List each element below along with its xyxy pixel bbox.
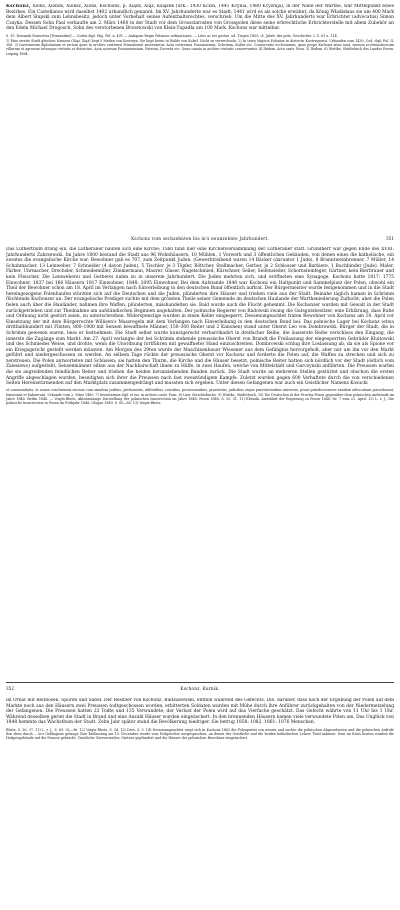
middle-section [6,247,394,677]
bottom-footnotes: Rhetz, S. 36, 37. 11) L. v. J., S. 89, 92—96. 12) Voigts-Rhetz, S. 34. 13) Ders. S. 3. 14) Dessenungeachtet zeigt sich in Kschonz 1862 die Polenpartei von neuem und suchte die polnischen Abgeordneten und die polnischen Aufrufe den eben durch ... in's Gefängniss gelangt. Ihre Entlassung am 15. December wurde vom Hofgerichte ausgesprochen, an denen der Geistliche und die beiden katholischen Lehrer Theil nahmen. Dem im Kreis Kosten wurden die Hofgutsgebäude auf die Strasse gebracht, Geistliche Gutsverwalter, Gärtner geplündert und die Häuser der polnischen Bewohner eingeäschert. [6,727,394,740]
page-number-352: 352 [6,686,14,691]
middle-body-text: Das Lutherthum drang ein, die Lutheraner bauten sich eine Kirche; 1560 fand hier eine Kirchenversammlung der Lutheraner statt. Grundherr war gegen Ende des XVIII. Jahrhunderts Zakrzewski. Im Jahre 1800 bestand die Stadt aus 96 Wohnhäusern, 10 Mühlen, 1 Vorwerk und 3 öffentlichen Gebäuden, von denen eines die katholische, ein zweites die evangelische Kirche war. Bewohner gab es 707, zum Zeitpunkt Juden. (Gewerbtreibend waren 14 Bäcker (darunter 1 Jude), 8 Branntweinbrenner, 7 Müller, 14 Schuhmacher, 13 Leinweber, 7 Schneider (4 davon Juden), 5 Tischler, je 3 Töpfer, Böttcher, Stellmacher, Gerber, je 2 Schlosser und Barbiere, 1 Buchbinder (Jude), Maler, Färber, Uhrmacher, Drechsler, Schneidemüller, Zimmermann, Maurer, Glaser, Nagelschmied, Kürschner, Seiler, Seifensieder, Schornsteinfeger, Gärtner, kein Bierbrauer und kein Fleischer. Die Leinweberei und Gerberei nahm zu in unserem Jahrhundert. Die Juden mehrten sich, und eröffneten eine Synagoge. Kschonz hatte 1817: 1775 Einwohner. 1837 bei 166 Häusern 1917 Einwohner. 1848: 2095 Einwohner. Bei dem Aufstande 1848 war Kschonz ein Haltpunkt und Sammelplatz der Polen, obwohl ein Theil der Bewohner schon am 18. April im Verlangen nach Einverleibung in den deutschen Bund öffentlich auftrat. Der Bürgermeister wurde festgenommen und in die Stadt hereingezogene Polenhaufen stürzten sich auf die Deutschen und die Juden, plünderten ihre Häuser und trieben viele aus der Stadt. Beinahe täglich kamen in Schrimm flüchtende Kschonzer an. Der evangelische Prediger suchte mit dem grössten Theile seiner Gemeinde im deutschen Haulande der Wartheniederung Zuflucht; aber die Polen fielen auch über die Hauländer, nahmen ihre Waffen, plünderten, misshandelten sie. Bald wurde auch die Flucht gehemmt. Die Kschonzer wurden mit Gewalt in der Stadt zurückgetrieben und zur Theilnahme am aufständischen Beginnen angehalten. Der polnische Regierer von Radowski zwang die Gutsgutsbesitzer, eine Erklärung, dass Ruhe und Ordnung nicht gestört seien, zu unterschreiben. Widerspenstige wurden in einen Keller eingesperrt. Dessenungeachtet traten Bewohner von Kschonz am 18. April vor Einsetzung der mit dem Bürgerrechte Willisen's Massregeln mit dem Verlangen nach Einverleibung in den deutschen Bund bei. Das polnische Lager bei Kschonz (etwa dritthalbhundert mit Flinten, 800–1000 mit Sensen bewaffnete Männer, 150–300 Reiter und 2 Kanonen) stand unter Oberst Leo von Dombrowski. Bürger der Stadt, die in Schrimm gewesen waren, liess er festnehmen. Die Stadt selbst wurde kunstgerecht verbarrikadirt in dreifacher Reihe, die äusserste Reihe verschloss den Eingang, die innerste die Zugänge zum Markt. Am 27. April verlangte der bei Schrimm stehende preussische Oberst von Brandt die Freilassung der eingesperrten Gebrüder Kluitowski und des Schmiedes Weise, und drohte, wenn die Unordnung fortführen mit gewaffneter Hand einzuschreiten. Dombrowski schlug ihre Loslassung ab, da sie als Spione vor ein Kriegsgericht gestellt werden müssten. Am Morgen des 29ten wurde der Maschinenbauer Wiesener aus dem Gefängnis hervorgeholt, aber nur um ihn vor den Markt geführt und niedergeschossen zu werden. An selbem Tage rückte der preussische Oberst vor Kschonz und forderte die Polen auf, die Waffen zu strecken und sich zu zerstreuen. Die Polen antworteten mit Schüssen; sie hatten den Thurm, die Kirche und die Häuser besetzt, polnische Reiter hatten sich nördlich vor der Stadt (östlich vom Zalesiewo) aufgestellt, Sensenmänner eilten aus der Nachbarschaft ihnen zu Hülfe, in zwei Haufen, welche von Mittelstädt und Garczynski anführten. Die Preussen warfen die sie angreifenden feindlichen Reiter und trieben die beiden heranziehenden Banden zurück. Die Stadt wurde an mehreren Stellen gestürmt und obschon die ersten Angriffe abgeschlagen wurden, beseitigten sich ihrer die Preussen nach fast zweistündigem Kampfe. Zuletzt wurden gegen 600 Verhaftete durch die von verschiedenen Seiten Hereinstürmenden auf den Marktplatz zusammengedrängt und mussten sich ergeben. Unter diesen Gefangenen war auch ein Geistlicher Namens Kosucki [6,247,394,387]
bottom-section [6,698,394,906]
top-footnotes-a: S. 10. Dziennik Starostwa [Posnanskie] — Codex dipl. Maj. Pol. n. 491 — Antiquae Regni Poloniae ordinationes. — Lites ac res gestae, ed. Tiegen 1855; cf. Jahrb. der poln. Geschichte. I. S. 61 u. 114. [6,33,338,38]
middle-footnotes: et communitatis, et sunae conclusionis necnon cum omnibus juribus, pertinentiis, utilitatibus, censibus, possessionibus, praesentis, judicibus atque praestationibus universis, prout praedecessores eandem advocatiam possederant, tenuerant et habuerunt. Urkunde vom 2. März 1480. 7) Inventarium dipl. et iur. in archivo castr. Posn. 8) Laut Gerichtsbuche. 9) Wuttke, Städtebuch. 10) Die Deutschen in der Provinz Posen gegenüber dem polnischen Aufstande im Jahre 1848. Berlin 1848. — Voigts-Rhetz, Aktenmässige Darstellung der polnischen Insurrection im Jahre 1848. Posen 1848. S. 30. 31. 11) Ebenda. Amtsblatt der Regierung zu Posen 1848. Nr. 7 vom 22. April. 12) L. v. J., Die polnische Insurrection in Posen im Frühjahr 1848. Glogau 1849. S. 85—88. 13) Voigts-Rhetz. [6,388,394,405]
top-section [6,4,394,232]
top-paragraph [6,4,394,32]
running-subtitle-352: Kurnik. [202,686,220,691]
bottom-body-text: im Ornat mit Reithosen, Sporen und Säbel. Der Besitzer von Kschonz, Budziszewski, entfloh während des Gefechts. Die, darüber, dass nach der Ergebung der Polen auf dem Markte noch aus den Häusern zwei Preussen todtgeschossen worden, erbitterten Soldaten wurden mit Mühe durch ihre Anführer zurückgehalten von der Niedermetzelung der Gefangenen. Die Preussen hatten 23 Todte und 135 Verwundete; der Verlust der Polen wird auf das Vierfache geschätzt. Das Gefecht währte von 11 Uhr bis 1 Uhr. Während desselben geriet die Stadt in Brand und eine Anzahl Häuser wurden eingeäschert. In den brennenden Häusern kamen viele verwundete Polen um. Das Unglück von 1848 hemmte das Wachsthum der Stadt. Zehn Jahr später stand die Bevölkerung niedriger. Sie betrug 1858: 1082, 1861: 1076 Menschen. [6,698,394,726]
page-number-351: 351 [386,236,394,241]
top-intro-text: Xions, Xionds, Xionsz, Xions, Kschions, p. Xiądz, Xiąż, Ksiązek (urk.: 1430 Kczin, 1441 Kcynia, 1480 Kcyznija), in der Nähe der Warthe, war Mittelpunkt eines Bezirkes. Ein Castellanus wird daselbst 1402 urkundlich genannt. Im XV. Jahrhunderte war es Stadt; 1441 wird es als solche erwähnt, da König Władisłaus sie um 400 Mark dem Albert Słupski zum Lehnsbesitz, jedoch unter Vorbehalt seines Aufenthaltsrechtes, verschrieb. Um die Mitte des XV. Jahrhunderts war Erbrichter (advocatus) Simon Czayka. Dessen Sohn Paul verkaufte am 2. März 1480 in der Stadt vor dem Grossstarosten von Grosspolen diese seine erbrechtliche Erbrichterstelle mit allem Zubehör an den Edeln Michael Drogosch, Sohn des verstorbenen Brzostowski von Klein-Tupadła um 100 Mark. Kschonz war mittelbar. [6,4,394,32]
running-title: Kschonz vom sechzehnten bis in's neunzehnte Jahrhundert. [131,236,269,241]
running-title-352: Kschonz. [180,686,202,691]
entry-lead-word: Kschonz, [6,4,31,9]
page-divider [6,682,394,683]
top-footnotes-b: 1) Eine zweite Stadt gleichen Namens (Xiąż, Xiąż) liegt 5 Meilen von Kostrzyn. Sie liegt heute in Walde von Kobel. Nicht zu verwechseln. 2) In terra Majoris Poloniae in districtu Kostrzynensi. Urkunden vom 1430, Cod. dipl. Pol. II, 306. 3) Inventarium diplomatum et iurium quae in archivo castrensi Posnaniensi asservantur, Acta castrensia Posnaniensia, Schrimm, Kalisz etc. Conservatio ecclesiarum, quae prope Kschonz sitae sunt, necnon ecclesiasticorum villarum et agrorum totiusque civitatis et districtus. Acta actorum Posnaniensium, Patenta, Decreta etc. Quae omnia in archivo civitatis conservantur. 4) Ibidem, Acta castr. Posn. 5) Ibidem. 6) Wuttke, Städtebuch des Landes Posen. Leipzig 1864. [6,39,394,56]
page-header-351 [6,236,394,244]
page-header-352 [6,686,394,694]
